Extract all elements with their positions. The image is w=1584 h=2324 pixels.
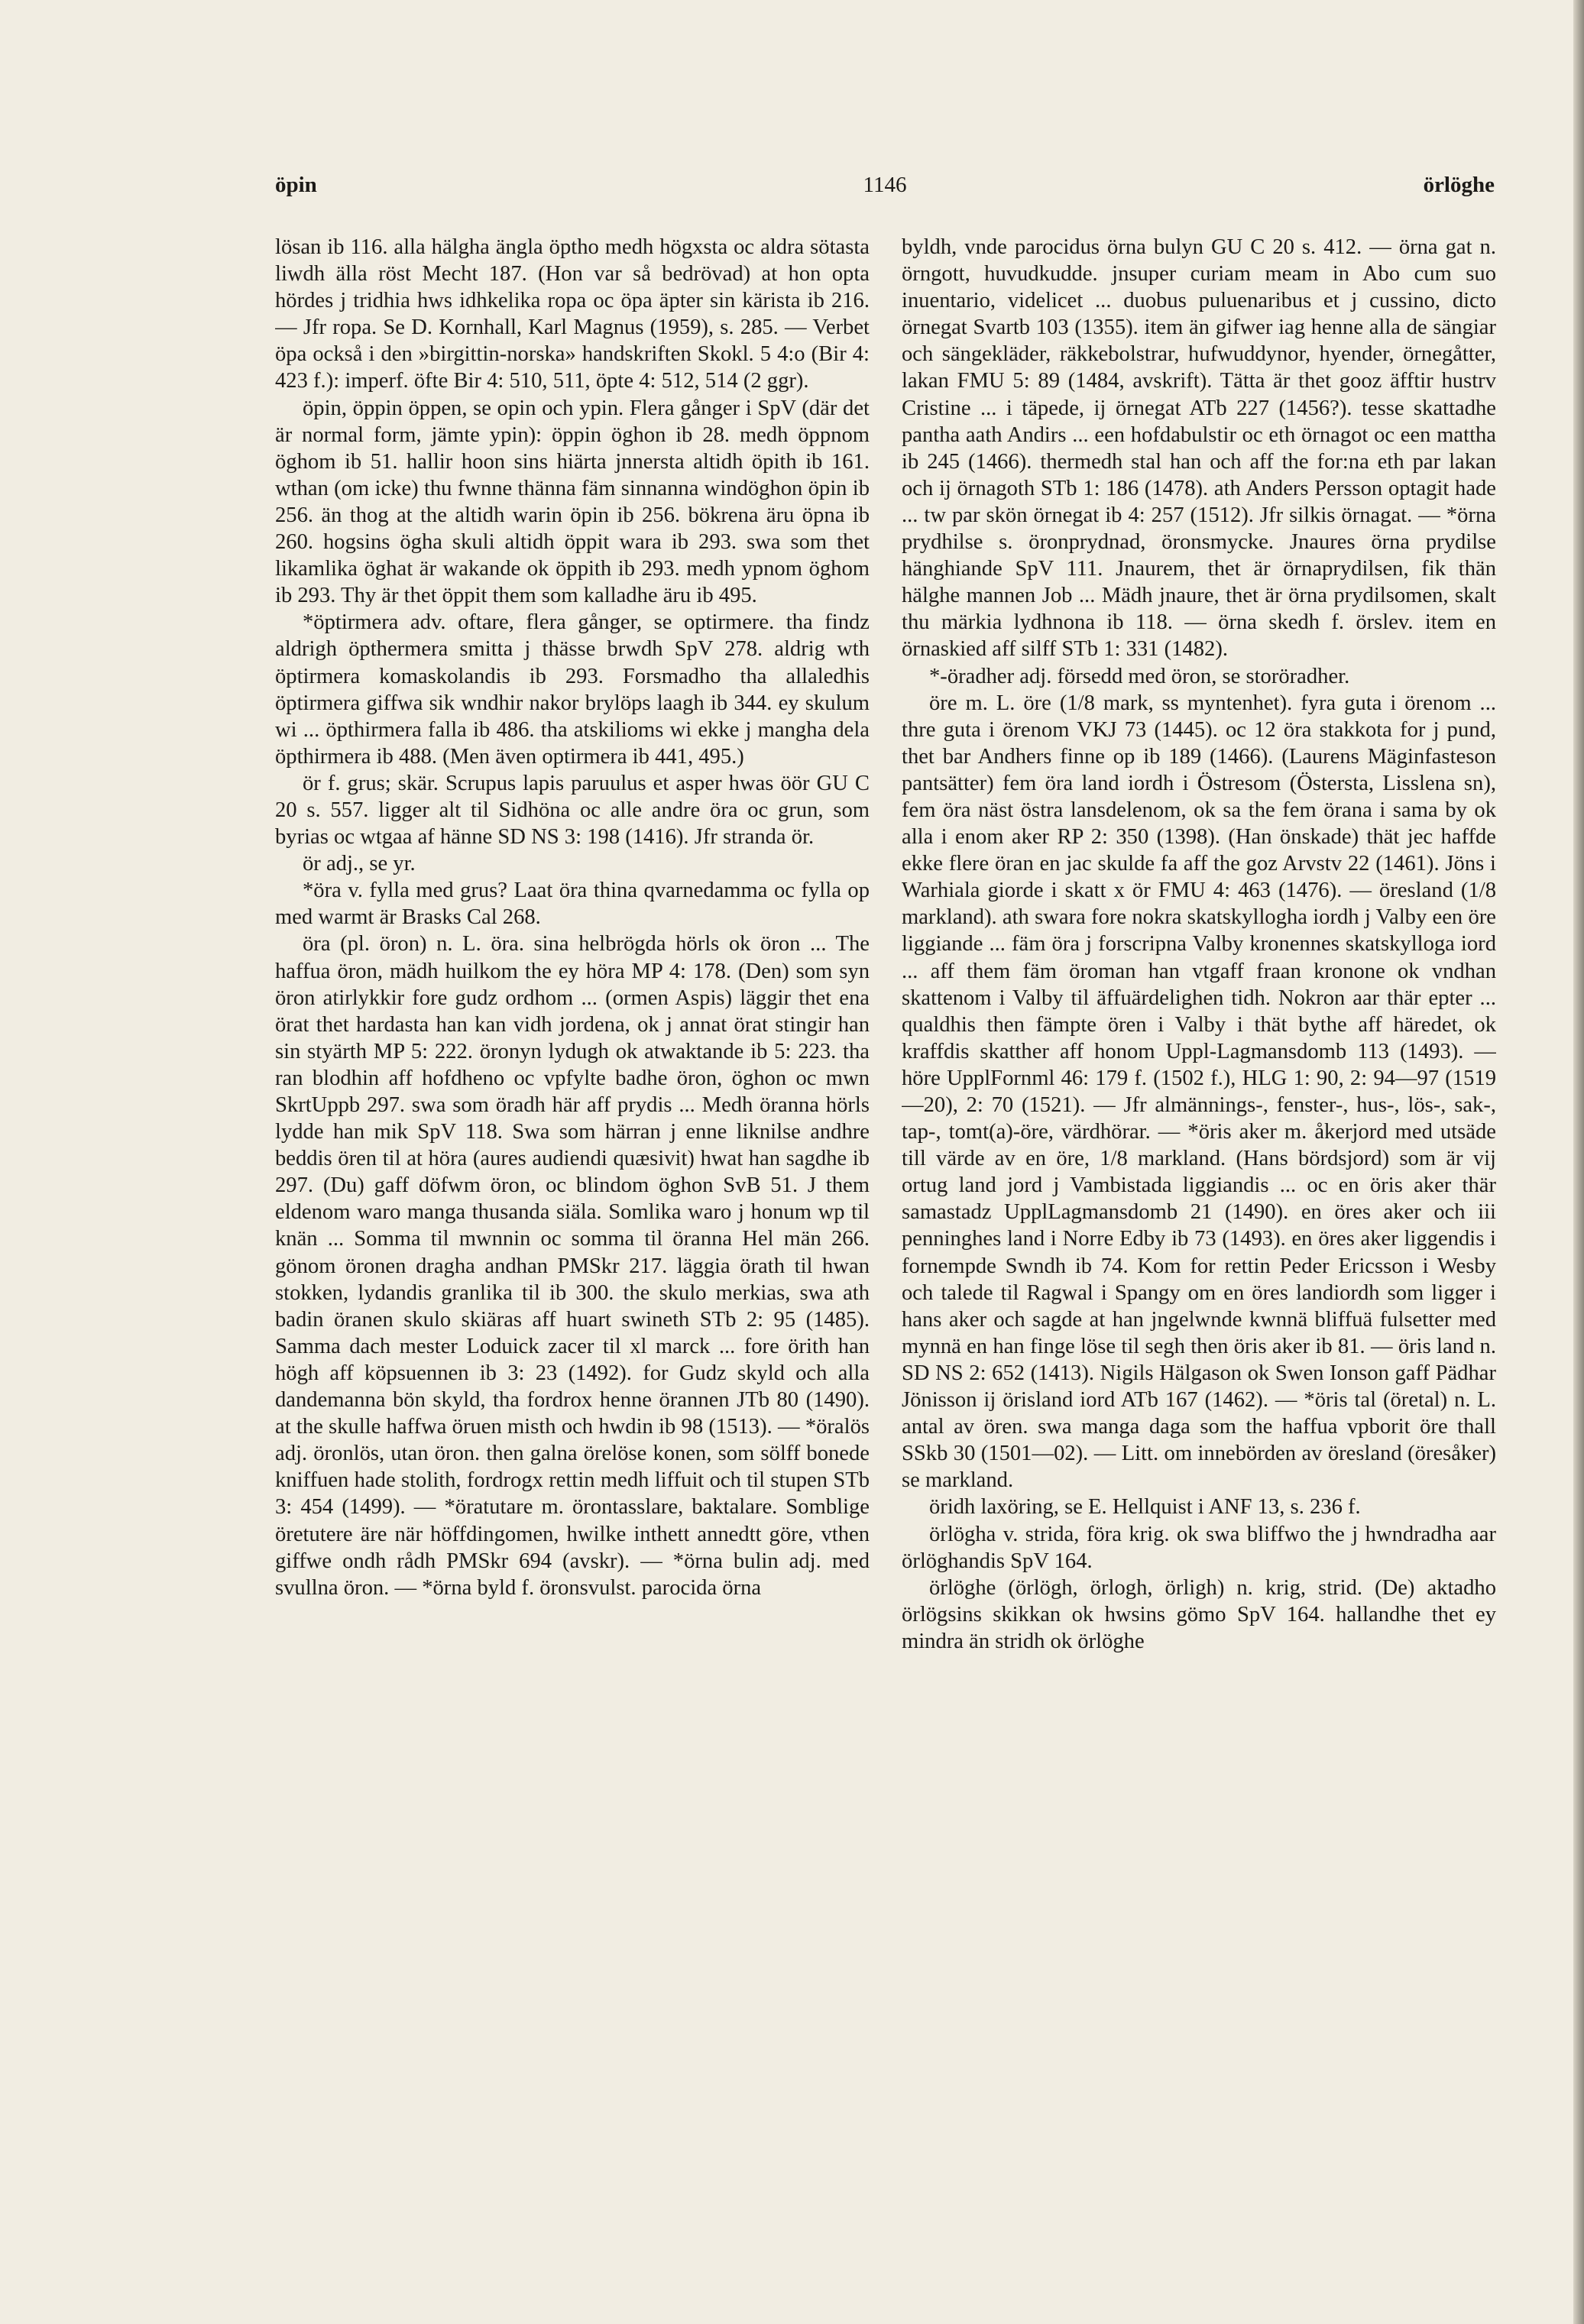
dictionary-entry: öpin, öppin öppen, se opin och ypin. Flera gånger i SpV (där det är normal form, jämte ypin): öppin öghon ib 28. medh öppnom öghom ib 51. hallir hoon sins hiärta jnnersta altidh öpith ib 161. wthan (om icke) thu fwnne thänna fäm sinnanna windöghon öpin ib 256. än thog at the altidh warin öpin ib 256. bökrena äru öpna ib 260. hogsins ögha skuli altidh öppit wara ib 293. swa som thet likamlika öghat är wakande ok öppith ib 293. medh ypnom öghom ib 293. Thy är thet öppit them som kalladhe äru ib 495. — [275, 396, 870, 608]
header-right-word: örlöghe — [1423, 173, 1495, 197]
dictionary-entry: *öptirmera adv. oftare, flera gånger, se optirmere. tha findz aldrigh öpthermera smitta j thässe brwdh SpV 278. aldrig wth öptirmera komaskolandis ib 293. Forsmadho tha allaledhis öptirmera giffwa sik wndhir nakor brylöps laagh ib 344. ey skulum wi ... öpthirmera falla ib 486. tha atskilioms wi ekke j mangha dela öpthirmera ib 488. (Men även optirmera ib 441, 495.) — [275, 610, 870, 769]
page-number: 1146 — [863, 173, 907, 197]
left-column — [275, 234, 870, 2060]
right-column — [902, 234, 1496, 2060]
dictionary-entry: ör adj., se yr. — [303, 852, 416, 876]
dictionary-entry: *öra v. fylla med grus? Laat öra thina qvarnedamma oc fylla op med warmt är Brasks Cal 268. — [275, 879, 870, 930]
header-left-word: öpin — [275, 173, 317, 197]
dictionary-entry: *-öradher adj. försedd med öron, se storöradher. — [929, 664, 1350, 688]
dictionary-entry: lösan ib 116. alla hälgha ängla öptho medh högxsta oc aldra sötasta liwdh älla röst Mecht 187. (Hon var så bedrövad) at hon opta hördes j tridhia hws idhkelika ropa oc öpa äpter sin kärista ib 216. — Jfr ropa. Se D. Kornhall, Karl Magnus (1959), s. 285. — Verbet öpa också i den »birgittin-norska» handskriften Skokl. 5 4:o (Bir 4: 423 f.): imperf. öfte Bir 4: 510, 511, öpte 4: 512, 514 (2 ggr). — [275, 235, 870, 393]
dictionary-entry: öridh laxöring, se E. Hellquist i ANF 13, s. 236 f. — [929, 1495, 1361, 1520]
page-edge — [1573, 0, 1584, 2324]
dictionary-entry: ör f. grus; skär. Scrupus lapis paruulus et asper hwas öör GU C 20 s. 557. ligger alt til Sidhöna oc alle andre öra oc grun, som byrias oc wtgaa af hänne SD NS 3: 198 (1416). Jfr stranda ör. — [275, 771, 870, 850]
dictionary-entry: öra (pl. öron) n. L. öra. sina helbrögda hörls ok öron ... The haffua öron, mädh huilkom the ey höra MP 4: 178. (Den) som syn öron atirlykkir fore gudz ordhom ... (ormen Aspis) läggir thet ena örat thet hardasta han kan vidh jordena, ok j annat örat stingir han sin styärth MP 5: 222. öronyn lydugh ok atwaktande ib 5: 223. tha ran blodhin aff hofdheno oc vpfylte badhe öron, öghon oc mwn SkrtUppb 297. swa som öradh här aff prydis ... Medh öranna hörls lydde han mik SpV 118. Swa som härran j enne liknilse andhre beddis ören til at höra (aures audiendi quæsivit) hwat han sagdhe ib 297. (Du) gaff döfwm öron, oc blindom öghon SvB 51. J them eldenom waro manga thusanda siäla. Somlika waro j honum wp til knän ... Somma til mwnnin oc somma til öranna Hel män 266. gönom öronen dragha andhan PMSkr 217. läggia örath til hwan stokken, lydandis granlika til ib 300. the skulo merkias, swa ath badin öranen skulo skiäras aff huart swineth STb 2: 95 (1485). Samma dach mester Loduick zacer til xl marck ... fore örith han högh aff köpsuennen ib 3: 23 (1492). for Gudz skyld och alla dandemanna bön skyld, tha fordrox henne örannen JTb 80 (1490). at the skulle haffwa öruen misth och hwdin ib 98 (1513). — *öralös adj. öronlös, utan öron. then galna örelöse konen, som sölff bonede kniffuen hade stolith, fordrogx rettin medh liffuit och til stupen STb 3: 454 (1499). — *öratutare m. örontasslare, baktalare. Somblige öretutere äre när höffdingomen, hwilke inthett annedtt göre, vthen giffwe ondh rådh PMSkr 694 (avskr). — *örna bulin adj. med svullna öron. — *örna byld f. öronsvulst. parocida örna — [275, 932, 870, 1600]
dictionary-entry: örlöghe (örlögh, örlogh, örligh) n. krig, strid. (De) aktadho örlögsins skikkan ok hwsins gömo SpV 164. hallandhe thet ey mindra än stridh ok örlöghe — [902, 1575, 1496, 1653]
running-header — [275, 173, 1495, 206]
dictionary-entry: byldh, vnde parocidus örna bulyn GU C 20 s. 412. — örna gat n. örngott, huvudkudde. jnsuper curiam meam in Abo cum suo inuentario, videlicet ... duobus puluenaribus et j cussino, dicto örnegat Svartb 103 (1355). item än gifwer iag henne alla de sängiar och sängekläder, räkkebolstrar, hufwuddynor, hyender, örnegåtter, lakan FMU 5: 89 (1484, avskrift). Tätta är thet gooz äfftir hustrv Cristine ... i täpede, ij örnegat ATb 227 (1456?). tesse skattadhe pantha aath Andirs ... een hofdabulstir oc eth örnagot oc een mattha ib 245 (1466). thermedh stal han och aff the for:na eth par lakan och ij örnagoth STb 1: 186 (1478). ath Anders Persson optagit hade ... tw par skön örnegat ib 4: 257 (1512). Jfr silkis örnagat. — *örna prydhilse s. öronprydnad, öronsmycke. Jnaures örna prydilse hänghiande SpV 111. Jnaurem, thet är örnaprydilsen, fik thän hälghe mannen Job ... Mädh jnaure, thet är örna prydilsomen, skalt thu märkia lydhnona ib 118. — örna skedh f. örslev. item en örnaskied aff silff STb 1: 331 (1482). — [902, 235, 1496, 662]
dictionary-entry: örlögha v. strida, föra krig. ok swa bliffwo the j hwndradha aar örlöghandis SpV 164. — [902, 1522, 1496, 1573]
dictionary-entry: öre m. L. öre (1/8 mark, ss myntenhet). fyra guta i örenom ... thre guta i örenom VKJ 73 (1445). oc 12 öra stakkota for j pund, thet bar Andhers finne op ib 189 (1466). (Laurens Mäginfasteson pantsätter) fem öra land iordh i Östresom (Östersta, Lisslena sn), fem öra näst östra lansdelenom, ok sa the fem örana i sama by ok alla i enom aker RP 2: 350 (1398). (Han önskade) thät jec haffde ekke flere öran en jac skulde fa aff the goz Arvstv 22 (1461). Jöns i Warhiala giorde i skatt x ör FMU 4: 463 (1476). — öresland (1/8 markland). ath swara fore nokra skatskyllogha iordh j Valby een öre liggiande ... fäm öra j forscripna Valby kronennes skatskylloga iord ... aff them fäm öroman han vtgaff fraan kronone ok vndhan skattenom i Valby til äffuärdelighen tidh. Nokron aar thär epter ... qualdhis then fämpte ören i Valby i thät bythe aff häredet, ok kraffdis skatther aff honom Uppl-Lagmansdomb 113 (1493). — höre UpplFornml 46: 179 f. (1502 f.), HLG 1: 90, 2: 94—97 (1519—20), 2: 70 (1521). — Jfr almännings-, fenster-, hus-, lös-, sak-, tap-, tomt(a)-öre, värdhörar. — *öris aker m. åkerjord med utsäde till värde av en öre, 1/8 markland. (Hans bördsjord) som är vij ortug land jord j Vambistada liggiandis ... oc en öris aker thär samastadz UpplLagmansdomb 21 (1490). en öres aker och iii penninghes land i Norre Edby ib 73 (1493). en öres aker liggendis i fornempde Swndh ib 74. Kom for rettin Peder Ericsson i Wesby och talede til Ragwal i Spangy om en öres landiordh som ligger i hans aker och sagde at han jngelwnde kwnnä bliffuä fulsetter med mynnä en han finge löse til segh then öris aker ib 81. — öris land n. SD NS 2: 652 (1413). Nigils Hälgason ok Swen Ionson gaff Pädhar Jönisson ij örisland iord ATb 167 (1462). — *öris tal (öretal) n. L. antal av ören. swa manga daga som the haffua vpborit öre thall SSkb 30 (1501—02). — Litt. om innebörden av öresland (öresåker) se markland. — [902, 691, 1496, 1493]
